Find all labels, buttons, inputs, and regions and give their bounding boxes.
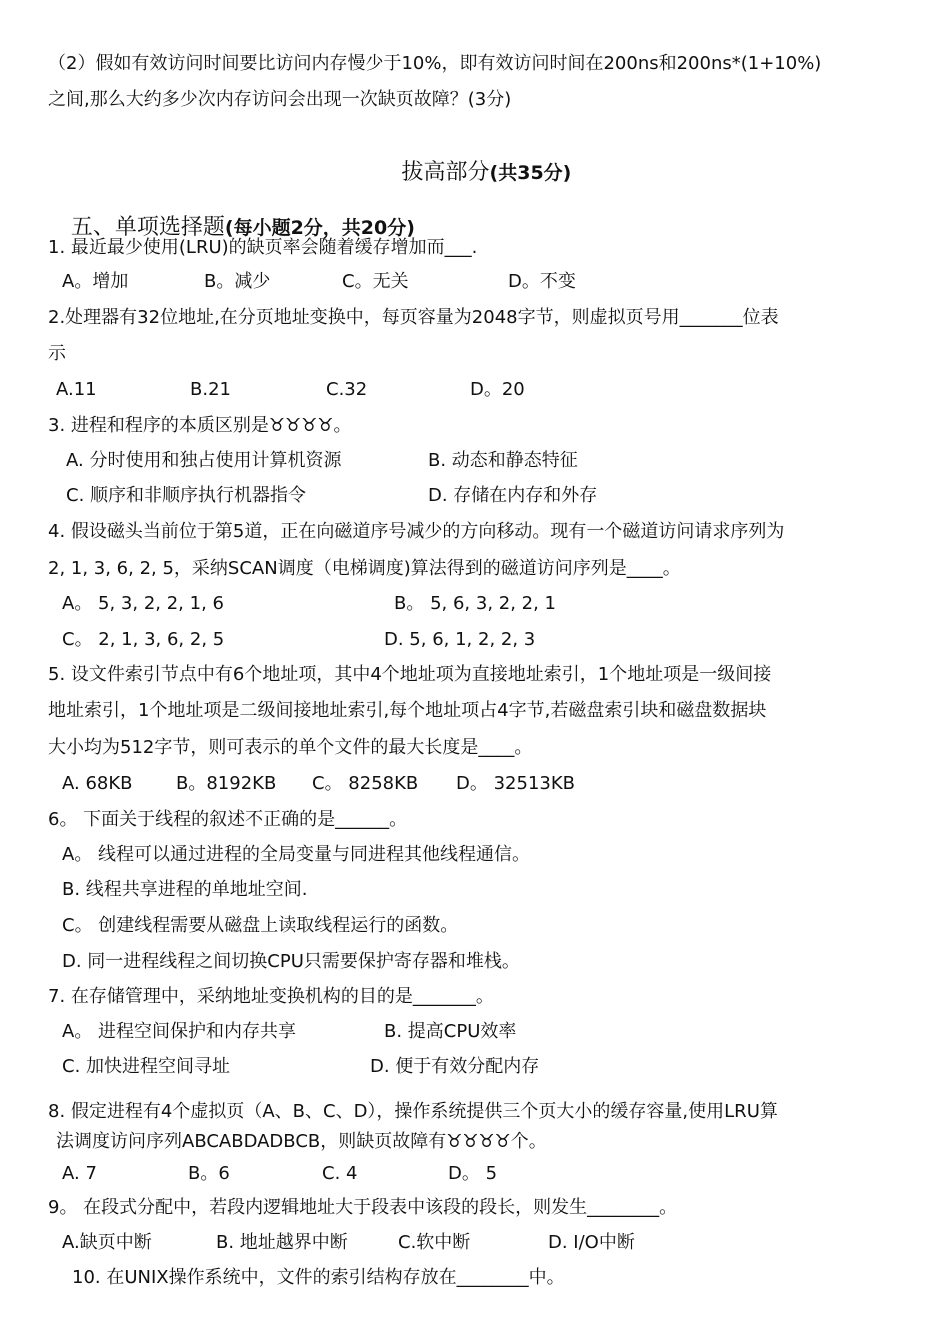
intro-line-2: 之间,那么大约多少次内存访问会出现一次缺页故障？(3分) [48, 89, 512, 110]
question-9-option-b: B. 地址越界中断 [216, 1232, 348, 1253]
question-5-stem-line-2: 地址索引，1个地址项是二级间接地址索引,每个地址项占4字节,若磁盘索引块和磁盘数据块 [48, 700, 767, 721]
question-7-option-b: B. 提高CPU效率 [384, 1021, 517, 1042]
question-5-option-c: C。 8258KB [312, 773, 419, 794]
question-7-option-c: C. 加快进程空间寻址 [62, 1056, 231, 1077]
section-title-sub: (每小题2分，共20分) [224, 217, 415, 239]
question-6-option-a: A。 线程可以通过进程的全局变量与同进程其他线程通信。 [62, 844, 531, 865]
question-6-option-b: B. 线程共享进程的单地址空间. [62, 879, 308, 900]
question-2-option-a: A.11 [56, 379, 97, 400]
question-5-stem-line-1: 5. 设文件索引节点中有6个地址项，其中4个地址项为直接地址索引，1个地址项是一级间接 [48, 664, 772, 685]
question-4-option-a: A。 5, 3, 2, 2, 1, 6 [62, 593, 224, 614]
question-4-option-b: B。 5, 6, 3, 2, 2, 1 [394, 593, 556, 614]
section-title-main: 五、单项选择题 [70, 215, 225, 240]
question-4-option-d: D. 5, 6, 1, 2, 2, 3 [384, 629, 536, 650]
question-4-stem-line-1: 4. 假设磁头当前位于第5道，正在向磁道序号减少的方向移动。现有一个磁道访问请求序列为 [48, 521, 785, 542]
question-4-option-c: C。 2, 1, 3, 6, 2, 5 [62, 629, 225, 650]
question-6-option-d: D. 同一进程线程之间切换CPU只需要保护寄存器和堆栈。 [62, 951, 520, 972]
question-1-option-c: C。无关 [342, 271, 409, 292]
question-7-option-d: D. 便于有效分配内存 [370, 1056, 540, 1077]
question-9-option-c: C.软中断 [398, 1232, 471, 1253]
question-3-stem: 3. 进程和程序的本质区别是♉♉♉♉。 [48, 415, 352, 436]
question-8-option-a: A. 7 [62, 1163, 97, 1184]
question-2-stem-line-1: 2.处理器有32位地址,在分页地址变换中，每页容量为2048字节，则虚拟页号用_______位表 [48, 307, 779, 328]
question-8-option-c: C. 4 [322, 1163, 358, 1184]
question-7-stem: 7. 在存储管理中，采纳地址变换机构的目的是_______。 [48, 986, 494, 1007]
question-2-option-d: D。20 [470, 379, 525, 400]
question-5-option-b: B。8192KB [176, 773, 277, 794]
question-4-stem-line-2: 2, 1, 3, 6, 2, 5，采纳SCAN调度（电梯调度)算法得到的磁道访问序列是____。 [48, 558, 681, 579]
question-10-stem: 10. 在UNIX操作系统中，文件的索引结构存放在________中。 [72, 1267, 565, 1288]
question-3-option-b: B. 动态和静态特征 [428, 450, 578, 471]
question-8-option-d: D。 5 [448, 1163, 498, 1184]
question-8-stem-line-2: 法调度访问序列ABCABDADBCB，则缺页故障有♉♉♉♉个。 [56, 1131, 547, 1152]
question-5-stem-line-3: 大小均为512字节，则可表示的单个文件的最大长度是____。 [48, 737, 533, 758]
question-1-option-d: D。不变 [508, 271, 576, 292]
question-3-option-d: D. 存储在内存和外存 [428, 485, 598, 506]
question-9-option-a: A.缺页中断 [62, 1232, 152, 1253]
question-8-stem-line-1: 8. 假定进程有4个虚拟页（A、B、C、D），操作系统提供三个页大小的缓存容量,使用LRU算 [48, 1101, 778, 1122]
question-9-option-d: D. I/O中断 [548, 1232, 635, 1253]
question-7-option-a: A。 进程空间保护和内存共享 [62, 1021, 297, 1042]
question-5-option-a: A. 68KB [62, 773, 133, 794]
question-6-stem: 6。 下面关于线程的叙述不正确的是______。 [48, 809, 408, 830]
question-2-option-c: C.32 [326, 379, 368, 400]
part-title-main: 拔高部分 [401, 160, 490, 185]
question-3-option-a: A. 分时使用和独占使用计算机资源 [66, 450, 342, 471]
question-3-option-c: C. 顺序和非顺序执行机器指令 [66, 485, 307, 506]
part-title-sub: (共35分) [489, 162, 572, 184]
question-2-option-b: B.21 [190, 379, 231, 400]
question-8-option-b: B。6 [188, 1163, 230, 1184]
question-5-option-d: D。 32513KB [456, 773, 575, 794]
question-1-option-a: A。增加 [62, 271, 129, 292]
question-1-option-b: B。减少 [204, 271, 271, 292]
question-9-stem: 9。 在段式分配中，若段内逻辑地址大于段表中该段的段长，则发生________。 [48, 1197, 678, 1218]
intro-line-1: （2）假如有效访问时间要比访问内存慢少于10%，即有效访问时间在200ns和200ns*(1+10%) [48, 53, 822, 74]
question-1-stem: 1. 最近最少使用(LRU)的缺页率会随着缓存增加而___. [48, 237, 478, 258]
question-6-option-c: C。 创建线程需要从磁盘上读取线程运行的函数。 [62, 915, 459, 936]
question-2-stem-line-2: 示 [48, 343, 66, 364]
